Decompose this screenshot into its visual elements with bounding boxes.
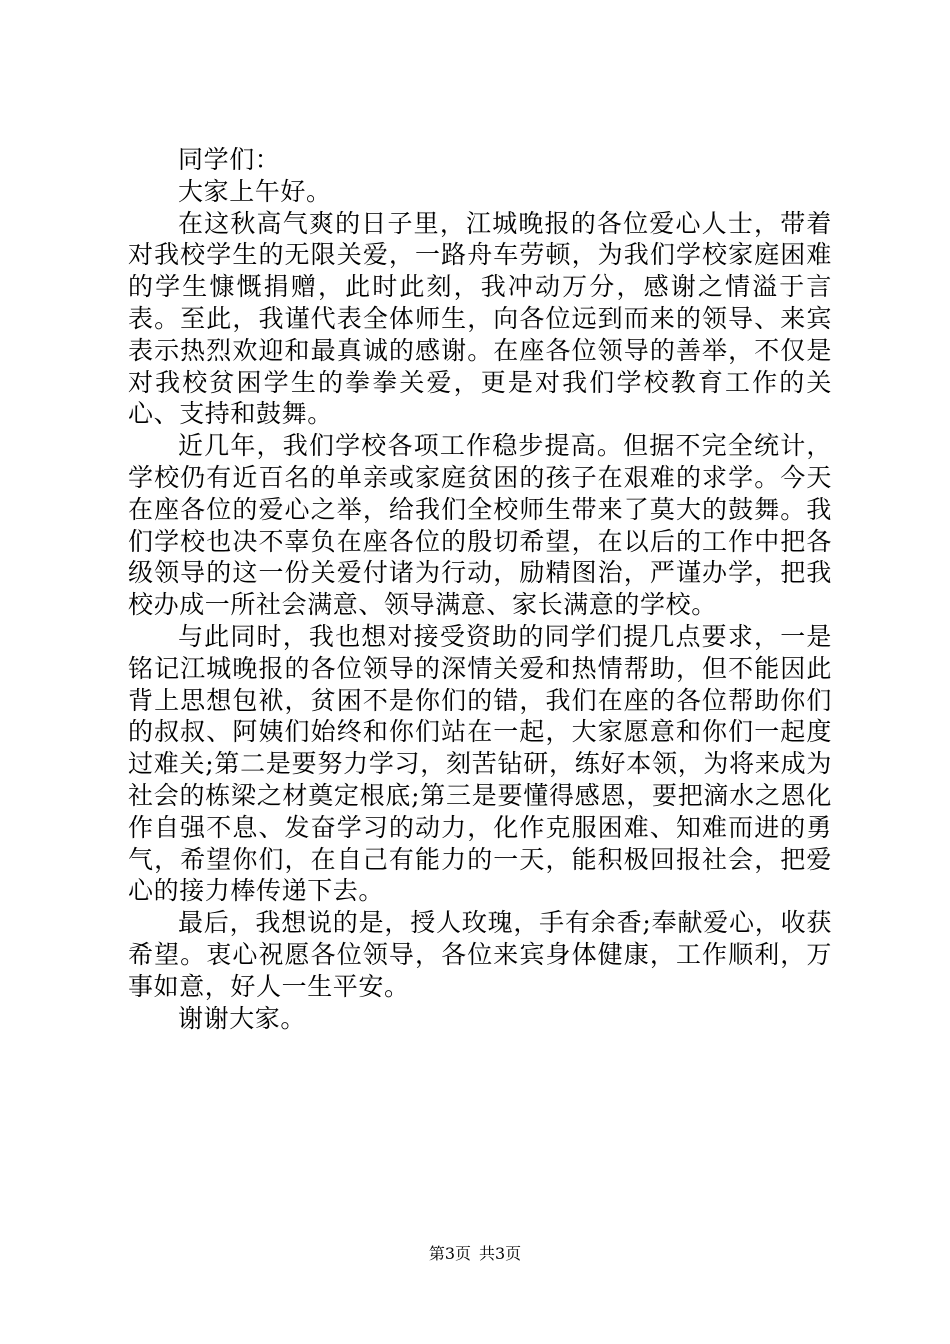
greeting: 大家上午好。 [178,176,332,206]
document-body [128,144,832,1034]
paragraph-requirements: 与此同时，我也想对接受资助的同学们提几点要求，一是铭记江城晚报的各位领导的深情关爱和热情帮助，但不能因此背上思想包袱，贫困不是你们的错，我们在座的各位帮助你们的叔叔、阿姨们始终和你们站在一起，大家愿意和你们一起度过难关;第二是要努力学习，刻苦钻研，练好本领，为将来成为社会的栋梁之材奠定根底;第三是要懂得感恩，要把滴水之恩化作自强不息、发奋学习的动力，化作克服困难、知难而进的勇气，希望你们，在自己有能力的一天，能积极回报社会，把爱心的接力棒传递下去。 [128,621,832,906]
page-footer [0,1244,950,1264]
sign-off: 谢谢大家。 [178,1003,307,1033]
page-total: 共3页 [479,1244,522,1263]
salutation: 同学们： [178,145,281,174]
paragraph-thanks: 在这秋高气爽的日子里，江城晚报的各位爱心人士，带着对我校学生的无限关爱，一路舟车劳顿，为我们学校家庭困难的学生慷慨捐赠，此时此刻，我冲动万分，感谢之情溢于言表。至此，我谨代表全体师生，向各位远到而来的领导、来宾表示热烈欢迎和最真诚的感谢。在座各位领导的善举，不仅是对我校贫困学生的拳拳关爱，更是对我们学校教育工作的关心、支持和鼓舞。 [128,208,832,429]
paragraph-closing: 最后，我想说的是，授人玫瑰，手有余香;奉献爱心，收获希望。衷心祝愿各位领导，各位来宾身体健康，工作顺利，万事如意，好人一生平安。 [128,908,832,1001]
page-number: 第3页 [428,1244,471,1263]
paragraph-school: 近几年，我们学校各项工作稳步提高。但据不完全统计，学校仍有近百名的单亲或家庭贫困的孩子在艰难的求学。今天在座各位的爱心之举，给我们全校师生带来了莫大的鼓舞。我们学校也决不辜负在座各位的殷切希望，在以后的工作中把各级领导的这一份关爱付诸为行动，励精图治，严谨办学，把我校办成一所社会满意、领导满意、家长满意的学校。 [128,431,832,620]
